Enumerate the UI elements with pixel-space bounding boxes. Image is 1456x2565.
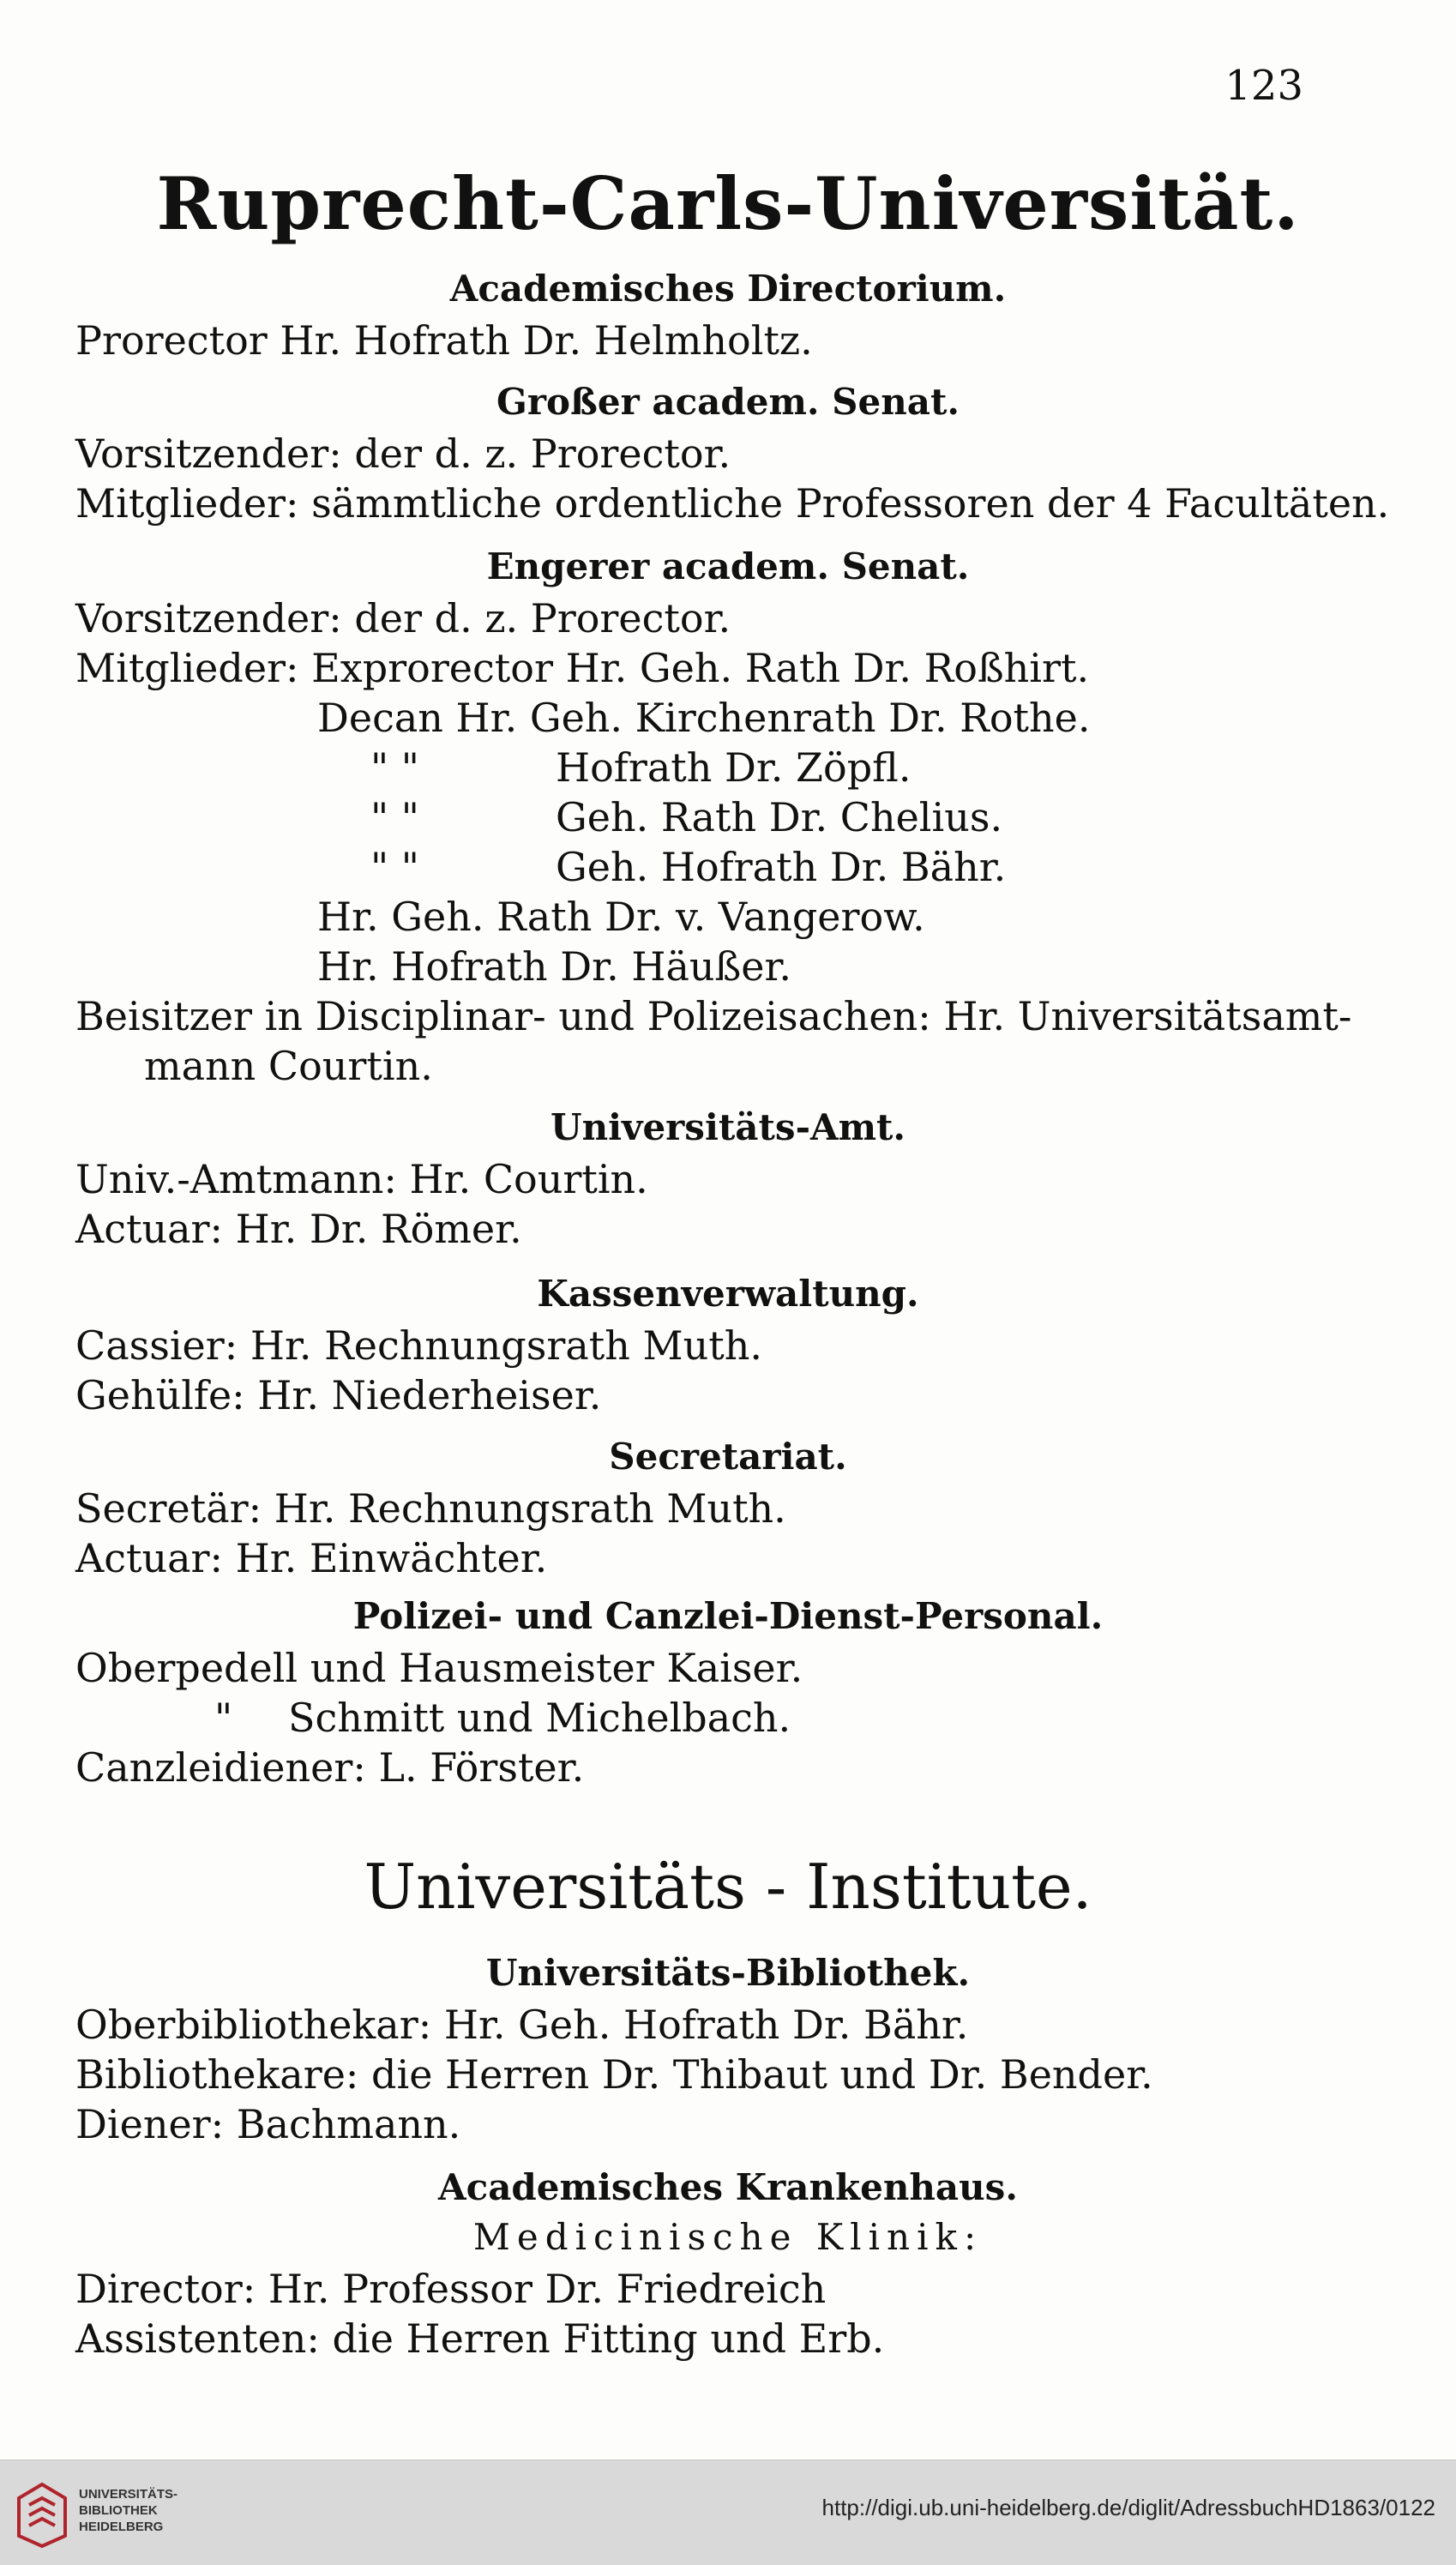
engerer-senat-line-1: Vorsitzender: der d. z. Prorector.	[75, 595, 731, 641]
kasse-line-1: Cassier: Hr. Rechnungsrath Muth.	[75, 1322, 762, 1369]
institute-title: Universitäts - Institute.	[364, 1851, 1092, 1923]
ditto-mark: " "	[370, 744, 419, 791]
heading-grosser-senat: Großer academ. Senat.	[496, 381, 960, 423]
heading-bibliothek: Universitäts-Bibliothek.	[485, 1952, 971, 1994]
engerer-senat-line-9: Beisitzer in Disciplinar- und Polizeisachen: Hr. Universitätsamt-	[75, 993, 1352, 1039]
heading-kassenverwaltung: Kassenverwaltung.	[537, 1273, 919, 1315]
heading-secretariat: Secretariat.	[609, 1436, 847, 1478]
ditto-mark: " "	[370, 794, 419, 840]
library-logo-icon	[14, 2481, 70, 2550]
personal-line-2: Schmitt und Michelbach.	[288, 1695, 791, 1741]
engerer-senat-line-2: Mitglieder: Exprorector Hr. Geh. Rath Dr. Roßhirt.	[75, 645, 1090, 691]
heading-personal: Polizei- und Canzlei-Dienst-Personal.	[352, 1595, 1104, 1637]
source-url-link[interactable]: http://digi.ub.uni-heidelberg.de/diglit/AdressbuchHD1863/0122	[821, 2495, 1435, 2520]
footer-bar	[0, 2460, 1456, 2565]
engerer-senat-line-10: mann Courtin.	[144, 1043, 433, 1089]
library-name-line: BIBLIOTHEK	[79, 2503, 158, 2518]
library-name	[79, 2486, 177, 2535]
personal-line-3: Canzleidiener: L. Förster.	[75, 1744, 585, 1791]
subheading-medicinische-klinik: Medicinische Klinik:	[472, 2216, 984, 2258]
personal-line-1: Oberpedell und Hausmeister Kaiser.	[75, 1645, 803, 1691]
engerer-senat-line-7: Hr. Geh. Rath Dr. v. Vangerow.	[317, 894, 925, 940]
engerer-senat-line-4: Hofrath Dr. Zöpfl.	[556, 744, 912, 791]
library-name-line: UNIVERSITÄTS-	[79, 2487, 178, 2502]
bibliothek-line-1: Oberbibliothekar: Hr. Geh. Hofrath Dr. Bähr.	[75, 2002, 969, 2048]
engerer-senat-line-3: Decan Hr. Geh. Kirchenrath Dr. Rothe.	[317, 695, 1091, 741]
bibliothek-line-3: Diener: Bachmann.	[75, 2101, 461, 2147]
krankenhaus-line-1: Director: Hr. Professor Dr. Friedreich	[75, 2266, 827, 2312]
krankenhaus-line-2: Assistenten: die Herren Fitting und Erb.	[75, 2315, 885, 2362]
amt-line-2: Actuar: Hr. Dr. Römer.	[75, 1206, 522, 1252]
grosser-senat-line-2: Mitglieder: sämmtliche ordentliche Professoren der 4 Facultäten.	[75, 480, 1390, 527]
grosser-senat-line-1: Vorsitzender: der d. z. Prorector.	[75, 431, 731, 477]
ditto-mark: "	[214, 1695, 233, 1741]
engerer-senat-line-5: Geh. Rath Dr. Chelius.	[556, 794, 1003, 840]
page-title: Ruprecht-Carls-Universität.	[156, 161, 1300, 246]
page-number: 123	[1224, 62, 1303, 110]
heading-engerer-senat: Engerer academ. Senat.	[486, 545, 970, 587]
engerer-senat-line-8: Hr. Hofrath Dr. Häußer.	[317, 943, 792, 990]
directorium-line-1: Prorector Hr. Hofrath Dr. Helmholtz.	[75, 317, 813, 364]
secretariat-line-1: Secretär: Hr. Rechnungsrath Muth.	[75, 1485, 786, 1532]
heading-universitaets-amt: Universitäts-Amt.	[550, 1106, 906, 1148]
bibliothek-line-2: Bibliothekare: die Herren Dr. Thibaut und Dr. Bender.	[75, 2051, 1153, 2098]
secretariat-line-2: Actuar: Hr. Einwächter.	[75, 1535, 548, 1581]
engerer-senat-line-6: Geh. Hofrath Dr. Bähr.	[556, 844, 1007, 890]
ditto-mark: " "	[370, 844, 419, 890]
heading-krankenhaus: Academisches Krankenhaus.	[438, 2166, 1018, 2208]
heading-directorium: Academisches Directorium.	[449, 268, 1007, 310]
amt-line-1: Univ.-Amtmann: Hr. Courtin.	[75, 1156, 648, 1202]
kasse-line-2: Gehülfe: Hr. Niederheiser.	[75, 1372, 602, 1418]
library-name-line: HEIDELBERG	[79, 2520, 164, 2534]
